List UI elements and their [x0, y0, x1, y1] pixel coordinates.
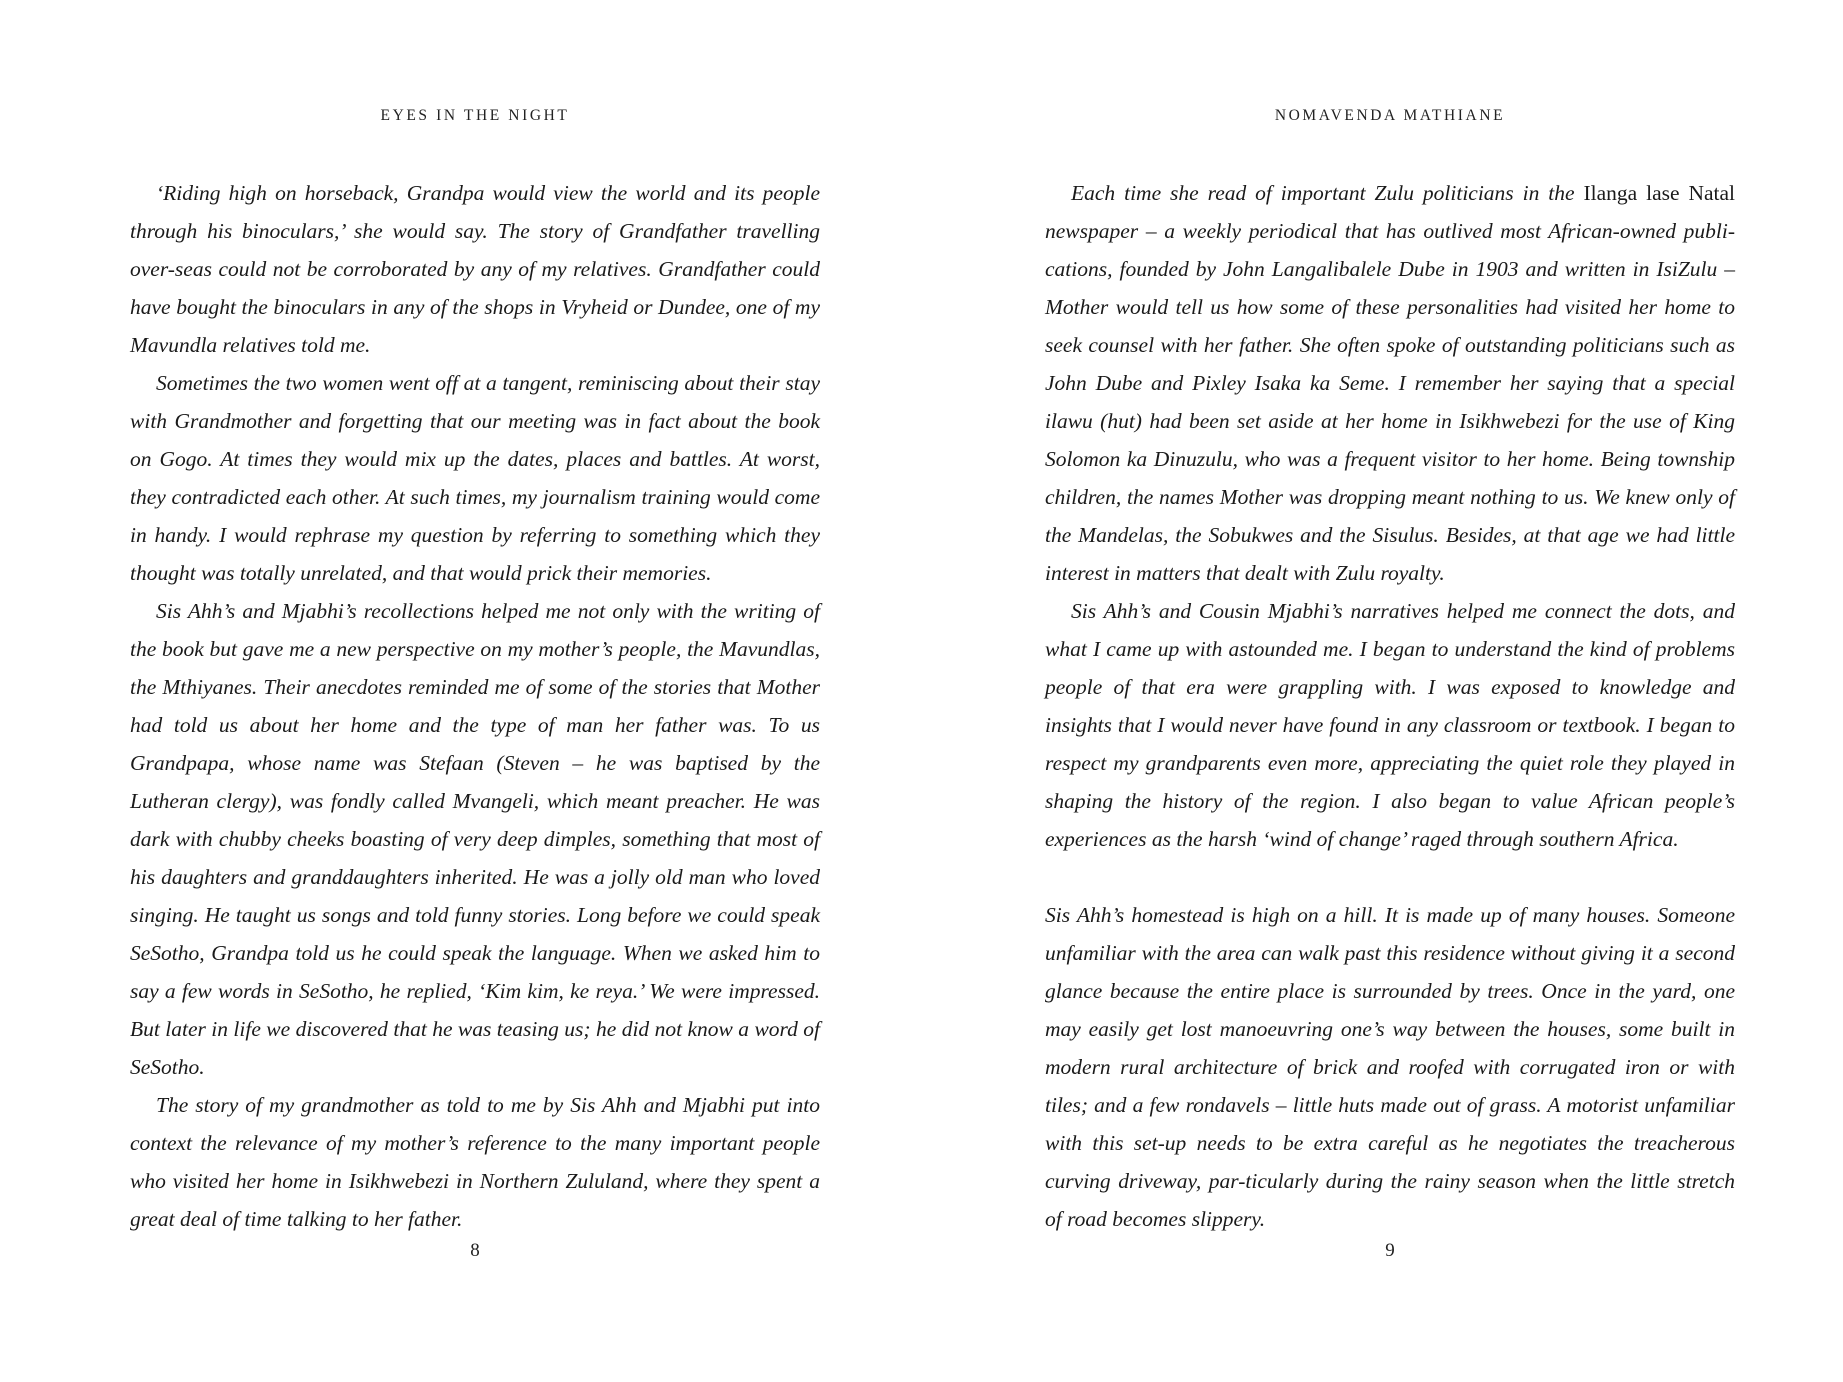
paragraph-rest: newspaper – a weekly periodical that has outlived most African-owned publi-cations, founded by John Langalibalele Dube in 1903 and written in IsiZulu – Mother would tell us how some of these personalities had visited her home to seek counsel with her father. She often spoke of outstanding politicians such as John Dube and Pixley Isaka ka Seme. I remember her saying that a special ilawu (hut) had been set aside at her home in Isikhwebezi for the use of King Solomon ka Dinuzulu, who was a frequent visitor to her home. Being township children, the names Mother was dropping meant nothing to us. We knew only of the Mandelas, the Sobukwes and the Sisulus. Besides, at that age we had little interest in matters that dealt with Zulu royalty. [1045, 219, 1735, 585]
right-page [1045, 0, 1735, 1382]
paragraph: Sometimes the two women went off at a tangent, reminiscing about their stay with Grandmother and forgetting that our meeting was in fact about the book on Gogo. At times they would mix up the dates, places and battles. At worst, they contradicted each other. At such times, my journalism training would come in handy. I would rephrase my question by referring to something which they thought was totally unrelated, and that would prick their memories. [130, 371, 820, 585]
paragraph: The story of my grandmother as told to me by Sis Ahh and Mjabhi put into context the relevance of my mother’s reference to the many important people who visited her home in Isikhwebezi in Northern Zululand, where they spent a great deal of time talking to her father. [130, 1093, 820, 1231]
section-paragraph: Sis Ahh’s homestead is high on a hill. It is made up of many houses. Someone unfamiliar with the area can walk past this residence without giving it a second glance because the entire place is surrounded by trees. Once in the yard, one may easily get lost manoeuvring one’s way between the houses, some built in modern rural architecture of brick and roofed with corrugated iron or with tiles; and a few rondavels – little huts made out of grass. A motorist unfamiliar with this set-up needs to be extra careful as he negotiates the treacherous curving driveway, par-ticularly during the rainy season when the little stretch of road becomes slippery. [1045, 903, 1735, 1231]
page-number: 9 [1385, 1240, 1395, 1261]
left-page [130, 0, 820, 1382]
newspaper-title: Ilanga lase Natal [1583, 181, 1736, 205]
running-head-author: NOMAVENDA MATHIANE [1274, 107, 1506, 124]
running-head-book-title: EYES IN THE NIGHT [380, 107, 570, 124]
paragraph [1045, 174, 1735, 592]
paragraph: Sis Ahh’s and Mjabhi’s recollections helped me not only with the writing of the book but gave me a new perspective on my mother’s people, the Mavundlas, the Mthiyanes. Their anecdotes reminded me of some of the stories that Mother had told us about her home and the type of man her father was. To us Grandpapa, whose name was Stefaan (Steven – he was baptised by the Lutheran clergy), was fondly called Mvangeli, which meant preacher. He was dark with chubby cheeks boasting of very deep dimples, something that most of his daughters and granddaughters inherited. He was a jolly old man who loved singing. He taught us songs and told funny stories. Long before we could speak SeSotho, Grandpa told us he could speak the language. When we asked him to say a few words in SeSotho, he replied, ‘Kim kim, ke reya.’ We were impressed. But later in life we discovered that he was teasing us; he did not know a word of SeSotho. [130, 599, 820, 1079]
right-page-body [1045, 174, 1735, 1238]
page-number: 8 [470, 1240, 480, 1261]
paragraph-lead: Each time she read of important Zulu politicians in the [1071, 181, 1584, 205]
left-page-body [130, 174, 820, 1238]
paragraph: ‘Riding high on horseback, Grandpa would view the world and its people through his binoculars,’ she would say. The story of Grandfather travelling over-seas could not be corroborated by any of my relatives. Grandfather could have bought the binoculars in any of the shops in Vryheid or Dundee, one of my Mavundla relatives told me. [130, 181, 820, 357]
paragraph: Sis Ahh’s and Cousin Mjabhi’s narratives helped me connect the dots, and what I came up with astounded me. I began to understand the kind of problems people of that era were grappling with. I was exposed to knowledge and insights that I would never have found in any classroom or textbook. I began to respect my grandparents even more, appreciating the quiet role they played in shaping the history of the region. I also began to value African people’s experiences as the harsh ‘wind of change’ raged through southern Africa. [1045, 599, 1735, 851]
